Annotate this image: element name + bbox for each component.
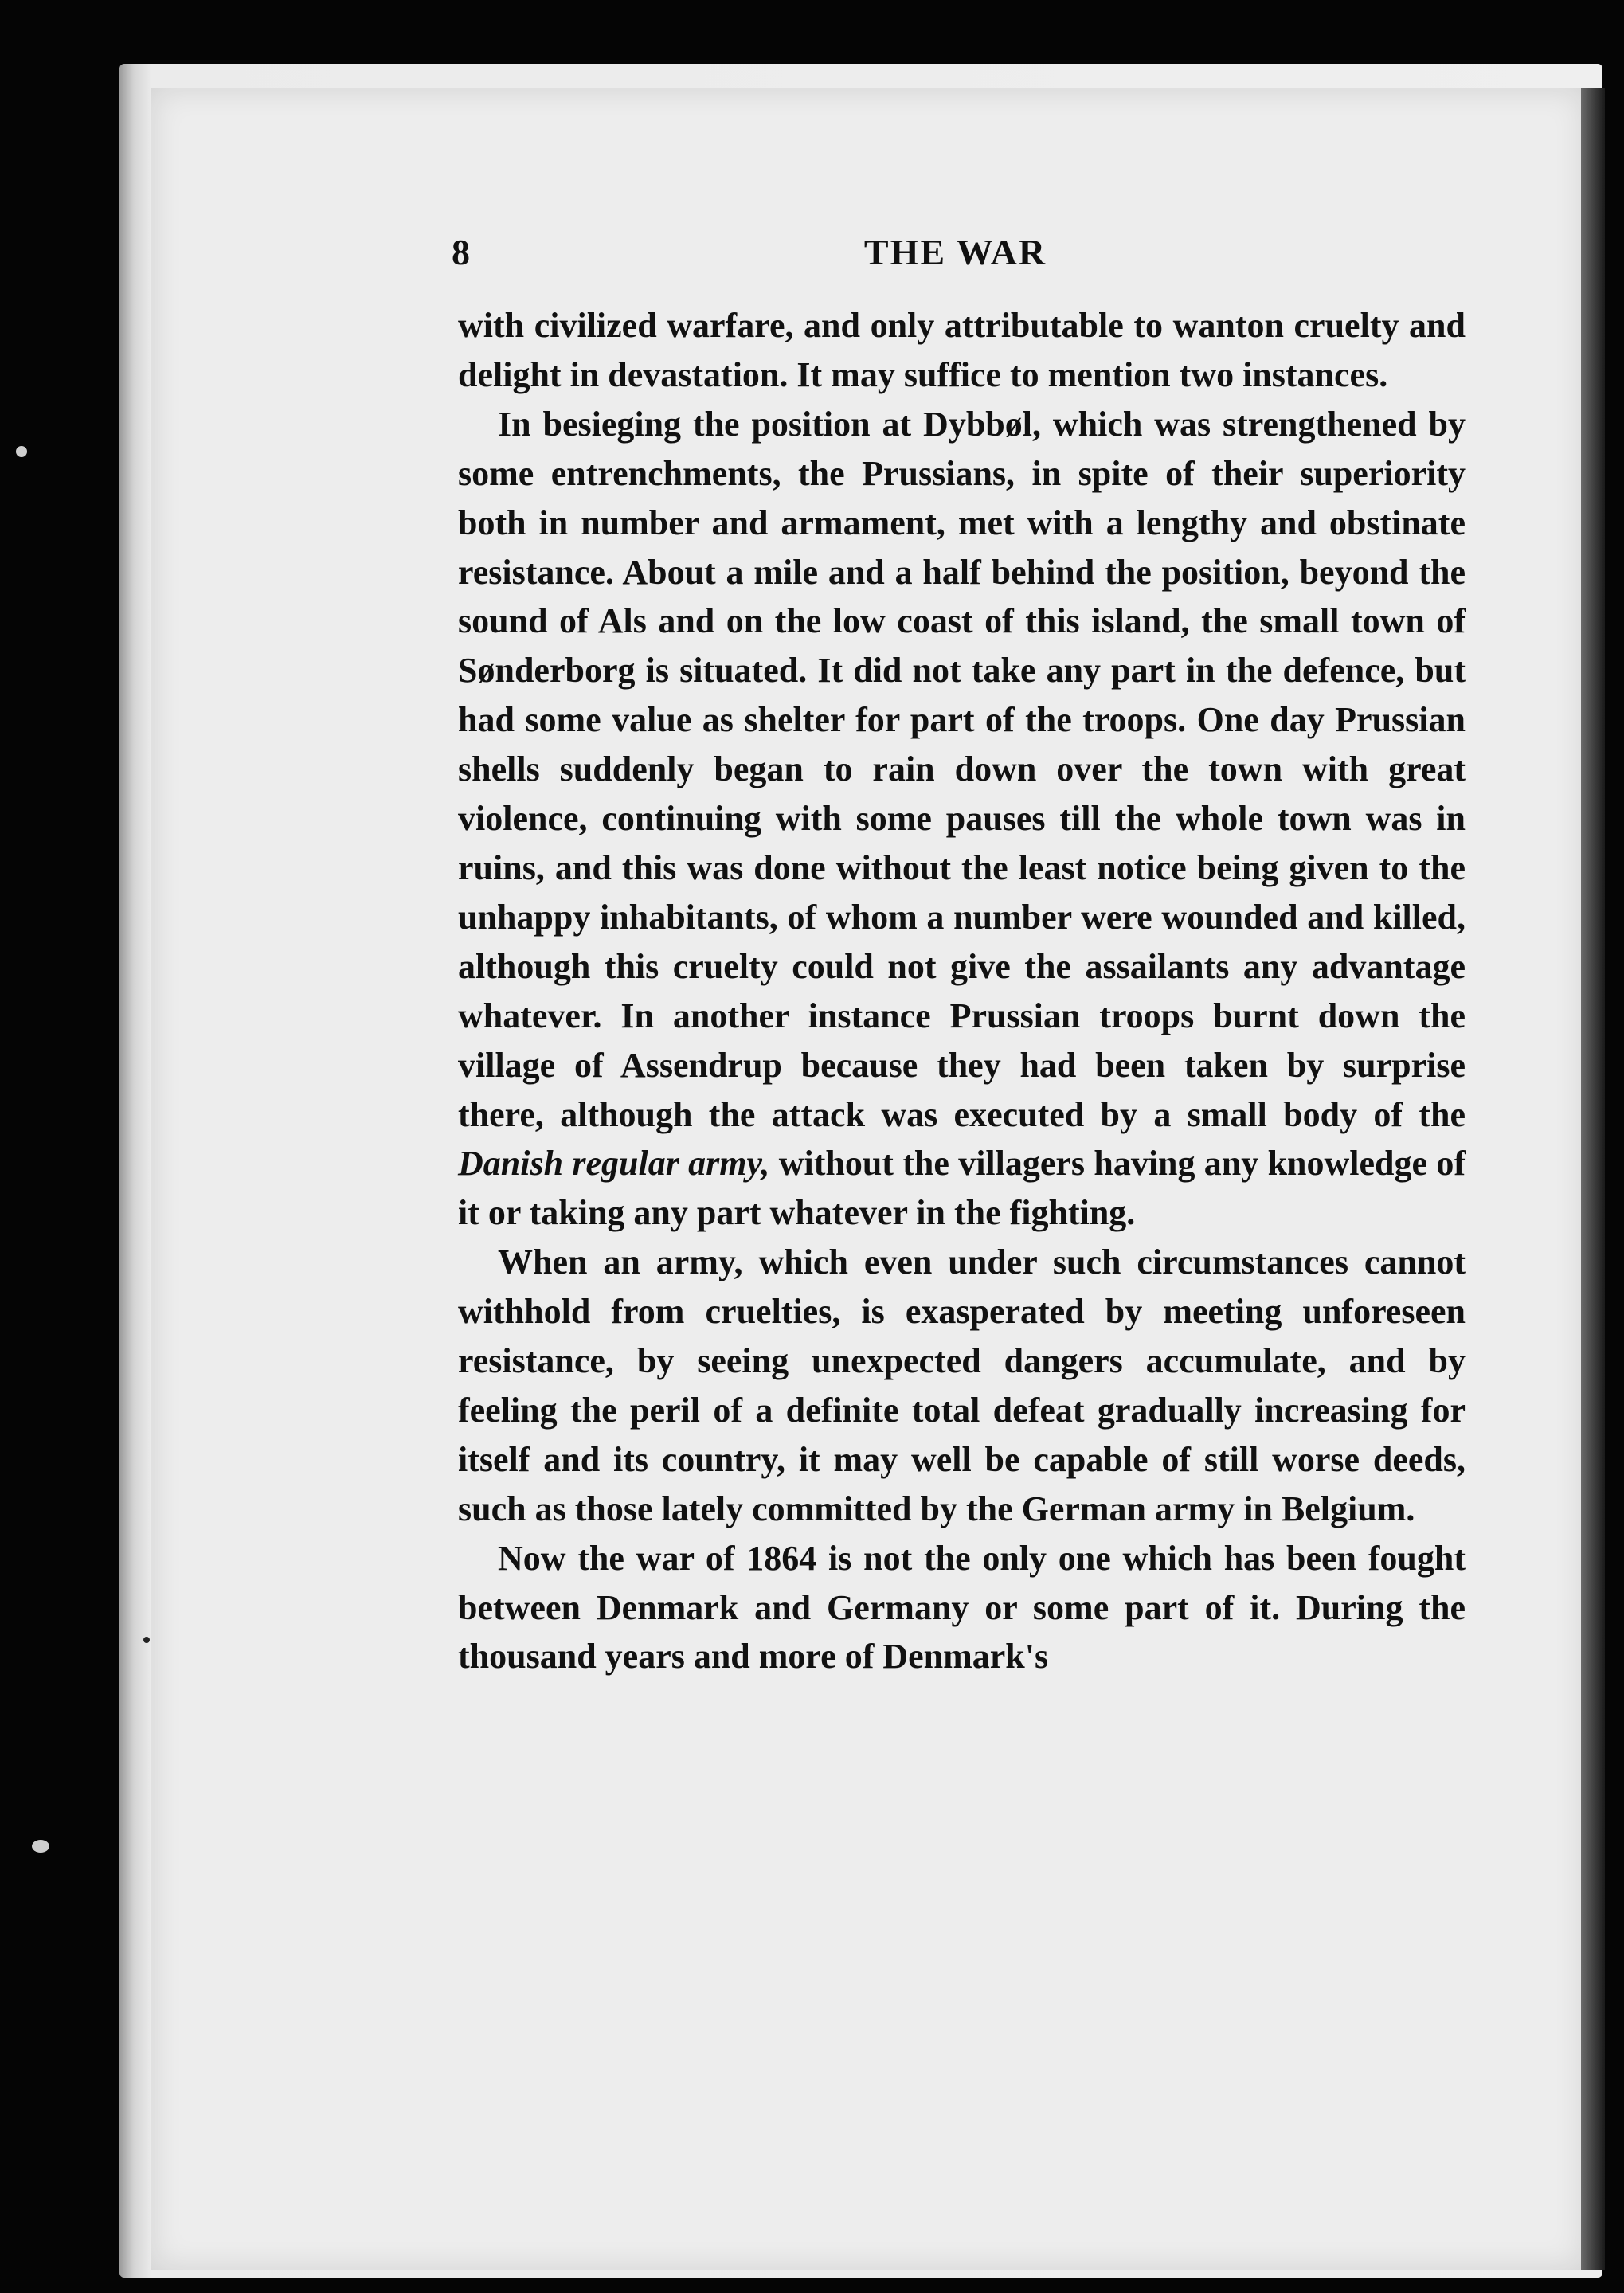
paragraph — [458, 301, 1466, 400]
paragraph-text: without the villagers having any knowledge of it or taking any part whatever in the fighting. — [458, 1144, 1466, 1233]
scan-speck — [32, 1840, 49, 1853]
paragraph — [458, 400, 1466, 1238]
paragraph-text: In besieging the position at Dybbøl, which was strengthened by some entrenchments, the Prussians, in spite of their superiority both in number and armament, met with a lengthy and obstinate resistance. About a mile and a half behind the position, beyond the sound of Als and on the low coast of this island, the small town of Sønderborg is situated. It did not take any part in the defence, but had some value as shelter for part of the troops. One day Prussian shells suddenly began to rain down over the town with great violence, continuing with some pauses till the whole town was in ruins, and this was done without the least notice being given to the unhappy inhabitants, of whom a number were wounded and killed, although this cruelty could not give the assailants any advantage whatever. In another instance Prussian troops burnt down the village of Assendrup because they had been taken by surprise there, although the attack was executed by a small body of the — [458, 404, 1466, 1134]
page-header — [452, 231, 1459, 279]
scan-speck — [16, 446, 27, 457]
scan-speck — [143, 1637, 150, 1643]
paragraph — [458, 1238, 1466, 1533]
paragraph — [458, 1534, 1466, 1682]
paragraph-text: with civilized warfare, and only attributable to wanton cruelty and delight in devastation. It may suffice to mention two instances. — [458, 306, 1466, 394]
italic-phrase: Danish regular army, — [458, 1144, 770, 1184]
body-text — [458, 301, 1466, 1681]
right-page-edge — [1581, 88, 1605, 2270]
page-number: 8 — [452, 232, 470, 272]
paragraph-text: Now the war of 1864 is not the only one which has been fought between Denmark and Germany or some part of it. During the thousand years and more of Denmark's — [458, 1538, 1466, 1677]
running-head: THE WAR — [863, 232, 1047, 272]
paragraph-text: When an army, which even under such circumstances cannot withhold from cruelties, is exasperated by meeting unforeseen resistance, by seeing unexpected dangers accumulate, and by feeling the peril of a definite total defeat gradually increasing for itself and its country, it may well be capable of still worse deeds, such as those lately committed by the German army in Belgium. — [458, 1242, 1466, 1528]
